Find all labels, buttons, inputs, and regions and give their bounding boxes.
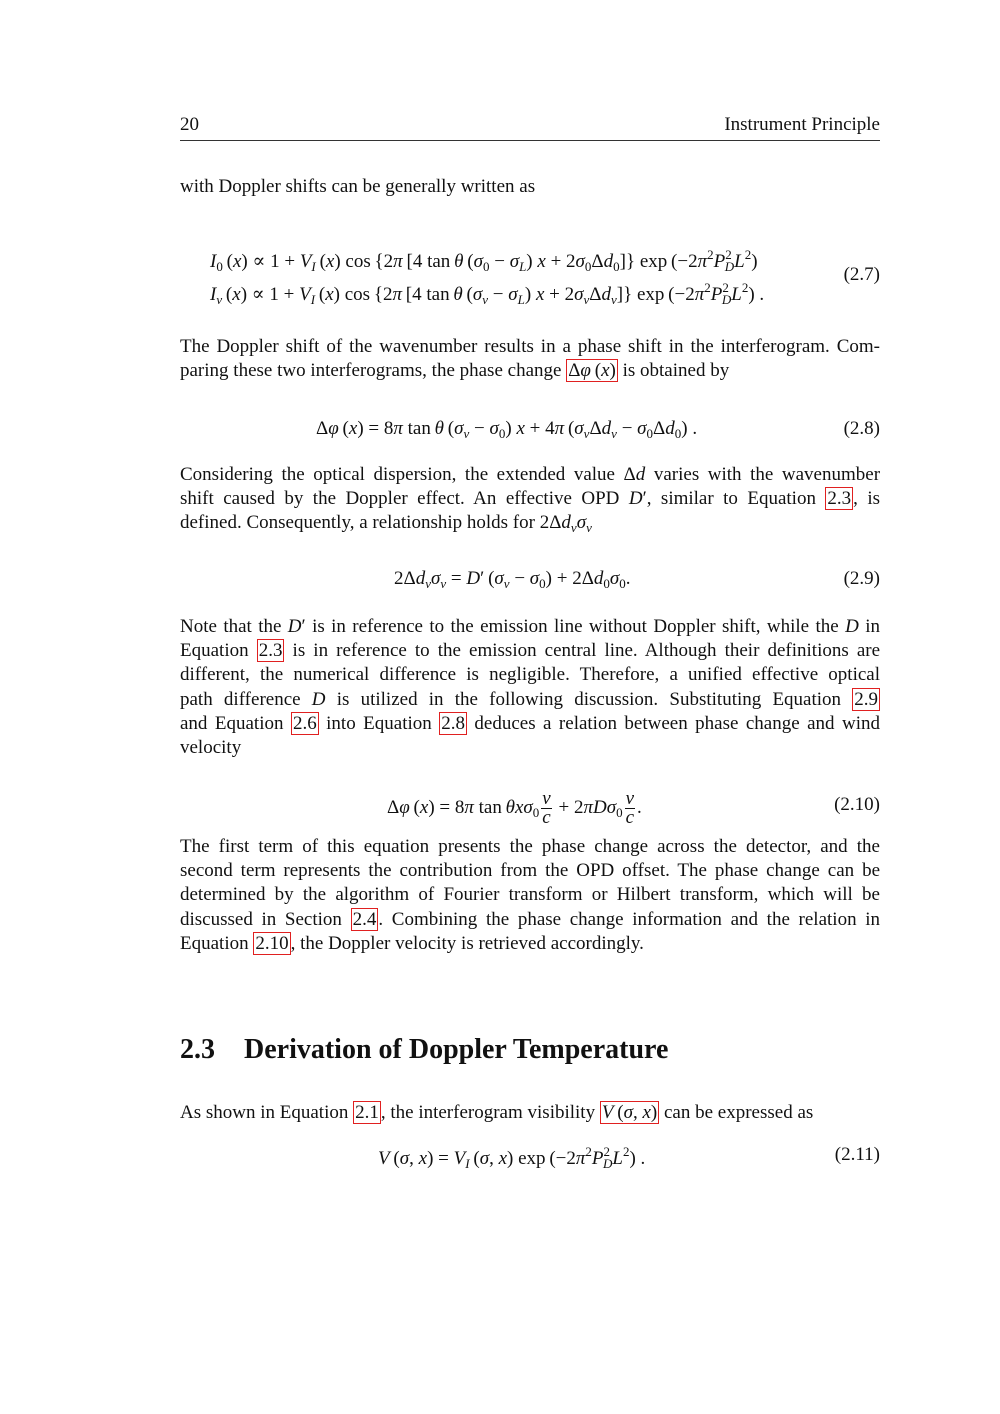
text-run: , is <box>853 488 881 510</box>
equation-body: $2\Delta d_v\sigma_v = D'$ $(\sigma_v - \sigma_0) + 2\Delta d_0\sigma_0$. <box>394 568 631 591</box>
text-run: in <box>865 616 881 637</box>
equation-2-9 <box>180 568 880 598</box>
equation-2-8 <box>180 418 880 448</box>
equation-link-2-3[interactable]: 2.3 <box>827 488 852 510</box>
paragraph-intro <box>180 175 880 199</box>
page-number: 20 <box>180 114 199 135</box>
text-run: into Equation <box>326 712 432 734</box>
equation-link-2-8[interactable]: 2.8 <box>441 712 465 734</box>
paragraph-phase-change <box>180 835 880 956</box>
text-run: Equation <box>180 932 249 954</box>
equation-2-11 <box>180 1144 880 1174</box>
fraction-v-over-c: $\frac{v}{c}$ <box>542 788 551 828</box>
paragraph-text: with Doppler shifts can be generally written as <box>180 176 536 197</box>
text-run: path difference <box>180 688 301 710</box>
text-run: defined. Consequently, a relationship holds for 2Δ <box>180 512 562 534</box>
text-run: paring these two interferograms, the phase change <box>180 360 562 382</box>
text-run: varies with the wavenumber <box>653 464 881 485</box>
text-run: . Combining the phase change information and the relation in <box>378 908 881 930</box>
equation-number: (2.10) <box>834 794 880 815</box>
text-run: is in reference to the emission central line. Although their definitions are <box>292 640 881 662</box>
text-run: is obtained by <box>622 360 730 382</box>
equation-link-2-10[interactable]: 2.10 <box>255 932 289 954</box>
section-link-2-4[interactable]: 2.4 <box>352 908 377 930</box>
paragraph-line <box>180 639 880 663</box>
equation-body: Δφ (x) = 8π tan θxσ$_0$ $\frac{v}{c}$ + 2πDσ$_0$ $\frac{v}{c}$ . <box>387 788 642 828</box>
equation-link-2-3[interactable]: 2.3 <box>258 640 283 662</box>
text-run: deduces a relation between phase change and wind <box>474 712 881 734</box>
equation-2-10 <box>180 784 880 828</box>
section-heading <box>180 1034 668 1066</box>
text-run: discussed in Section <box>180 908 342 930</box>
text-run: is utilized in the following discussion. Substituting Equation <box>336 688 842 710</box>
paragraph-line: The Doppler shift of the wavenumber results in a phase shift in the interferogram. Com- <box>180 336 880 357</box>
text-run: Equation <box>180 640 249 662</box>
paragraph-dispersion <box>180 463 880 541</box>
paragraph-line <box>180 932 880 956</box>
paragraph-line <box>180 712 880 736</box>
paragraph-line: determined by the algorithm of Fourier transform or Hilbert transform, which will be <box>180 884 880 906</box>
equation-link-2-6[interactable]: 2.6 <box>292 712 317 734</box>
paragraph-line: shift caused by the Doppler effect. An effective OPD D′, similar to Equation 2.3 , is <box>180 488 881 510</box>
paragraph-visibility <box>180 1101 880 1125</box>
paragraph-line: different, the numerical difference is negligible. Therefore, a unified effective optical <box>180 664 880 686</box>
text-run: , similar to Equation <box>646 488 816 510</box>
text-run: can be expressed as <box>663 1102 814 1123</box>
paragraph-line <box>180 359 880 383</box>
equation-2-7 <box>180 247 880 309</box>
equation-link-2-9[interactable]: 2.9 <box>854 688 878 710</box>
paragraph-line: Note that the D′ is in reference to the emission line without Doppler shift, while the D in <box>180 616 881 637</box>
equation-line-i0: $I_0$ $(x) \propto 1 + V_I$ (x) cos {2π [4 tan θ $(\sigma_0 - \sigma_L) x + 2\sigma_0\Delta d_0$]} $\exp (-2\pi^2P^2_DL^2)$ <box>210 247 758 274</box>
paragraph-unified-opd <box>180 615 880 760</box>
visibility-link[interactable]: V (σ, x) <box>601 1102 658 1123</box>
text-run: Note that the <box>180 616 282 637</box>
running-title: Instrument Principle <box>724 114 880 135</box>
equation-line-iv: $I_v$ $(x) \propto 1 + V_I$ (x) cos {2π [4 tan θ $(\sigma_v - \sigma_L) x + 2\sigma_v\Delta d_v$]} $\exp (-2\pi^2P^2_DL^2)$ . <box>210 280 765 307</box>
paragraph-line: path difference D is utilized in the following discussion. Substituting Equation 2.9 <box>180 688 878 710</box>
paragraph-line: velocity <box>180 737 242 759</box>
equation-body: V (σ, $x) = V_I$ (σ, x) $\exp (-2\pi^2P^2_DL^2)$ . <box>378 1144 646 1171</box>
text-run: Considering the optical dispersion, the extended value Δ <box>180 464 636 485</box>
equation-number: (2.9) <box>843 568 880 589</box>
paragraph-line: Considering the optical dispersion, the extended value Δd varies with the wavenumber <box>180 464 881 485</box>
fraction-v-over-c: $\frac{v}{c}$ <box>625 788 635 828</box>
equation-number: (2.11) <box>834 1144 880 1165</box>
equation-number: (2.8) <box>843 418 880 439</box>
equation-link-2-1[interactable]: 2.1 <box>355 1102 379 1123</box>
paragraph-line: The first term of this equation presents the phase change across the detector, and the <box>180 836 880 857</box>
text-run: shift caused by the Doppler effect. An effective OPD <box>180 488 620 510</box>
page-header <box>180 114 880 141</box>
phase-change-link[interactable]: Δφ (x) <box>568 360 616 382</box>
text-run: , the interferogram visibility <box>380 1102 596 1123</box>
text-run: As shown in Equation <box>180 1102 349 1123</box>
section-title: Derivation of Doppler Temperature <box>244 1034 669 1065</box>
paragraph-line: second term represents the contribution from the OPD offset. The phase change can be <box>180 860 880 882</box>
equation-body: Δφ (x) = 8π tan θ $(\sigma_v - \sigma_0) x + 4\pi$ $(\sigma_v\Delta d_v - \sigma_0\Delta d_0)$ . <box>316 418 698 441</box>
paragraph-line: defined. Consequently, a relationship holds for $2\Delta d_v\sigma_v$ <box>180 512 592 536</box>
text-run: , the Doppler velocity is retrieved accordingly. <box>290 932 644 954</box>
text-run: and Equation <box>180 712 284 734</box>
equation-number: (2.7) <box>843 264 880 285</box>
text-run: is in reference to the emission line without Doppler shift, while the <box>312 616 839 637</box>
paragraph-line <box>180 1101 880 1125</box>
paragraph-line <box>180 908 880 932</box>
paragraph-phase-shift <box>180 335 880 383</box>
section-number: 2.3 <box>180 1034 215 1065</box>
